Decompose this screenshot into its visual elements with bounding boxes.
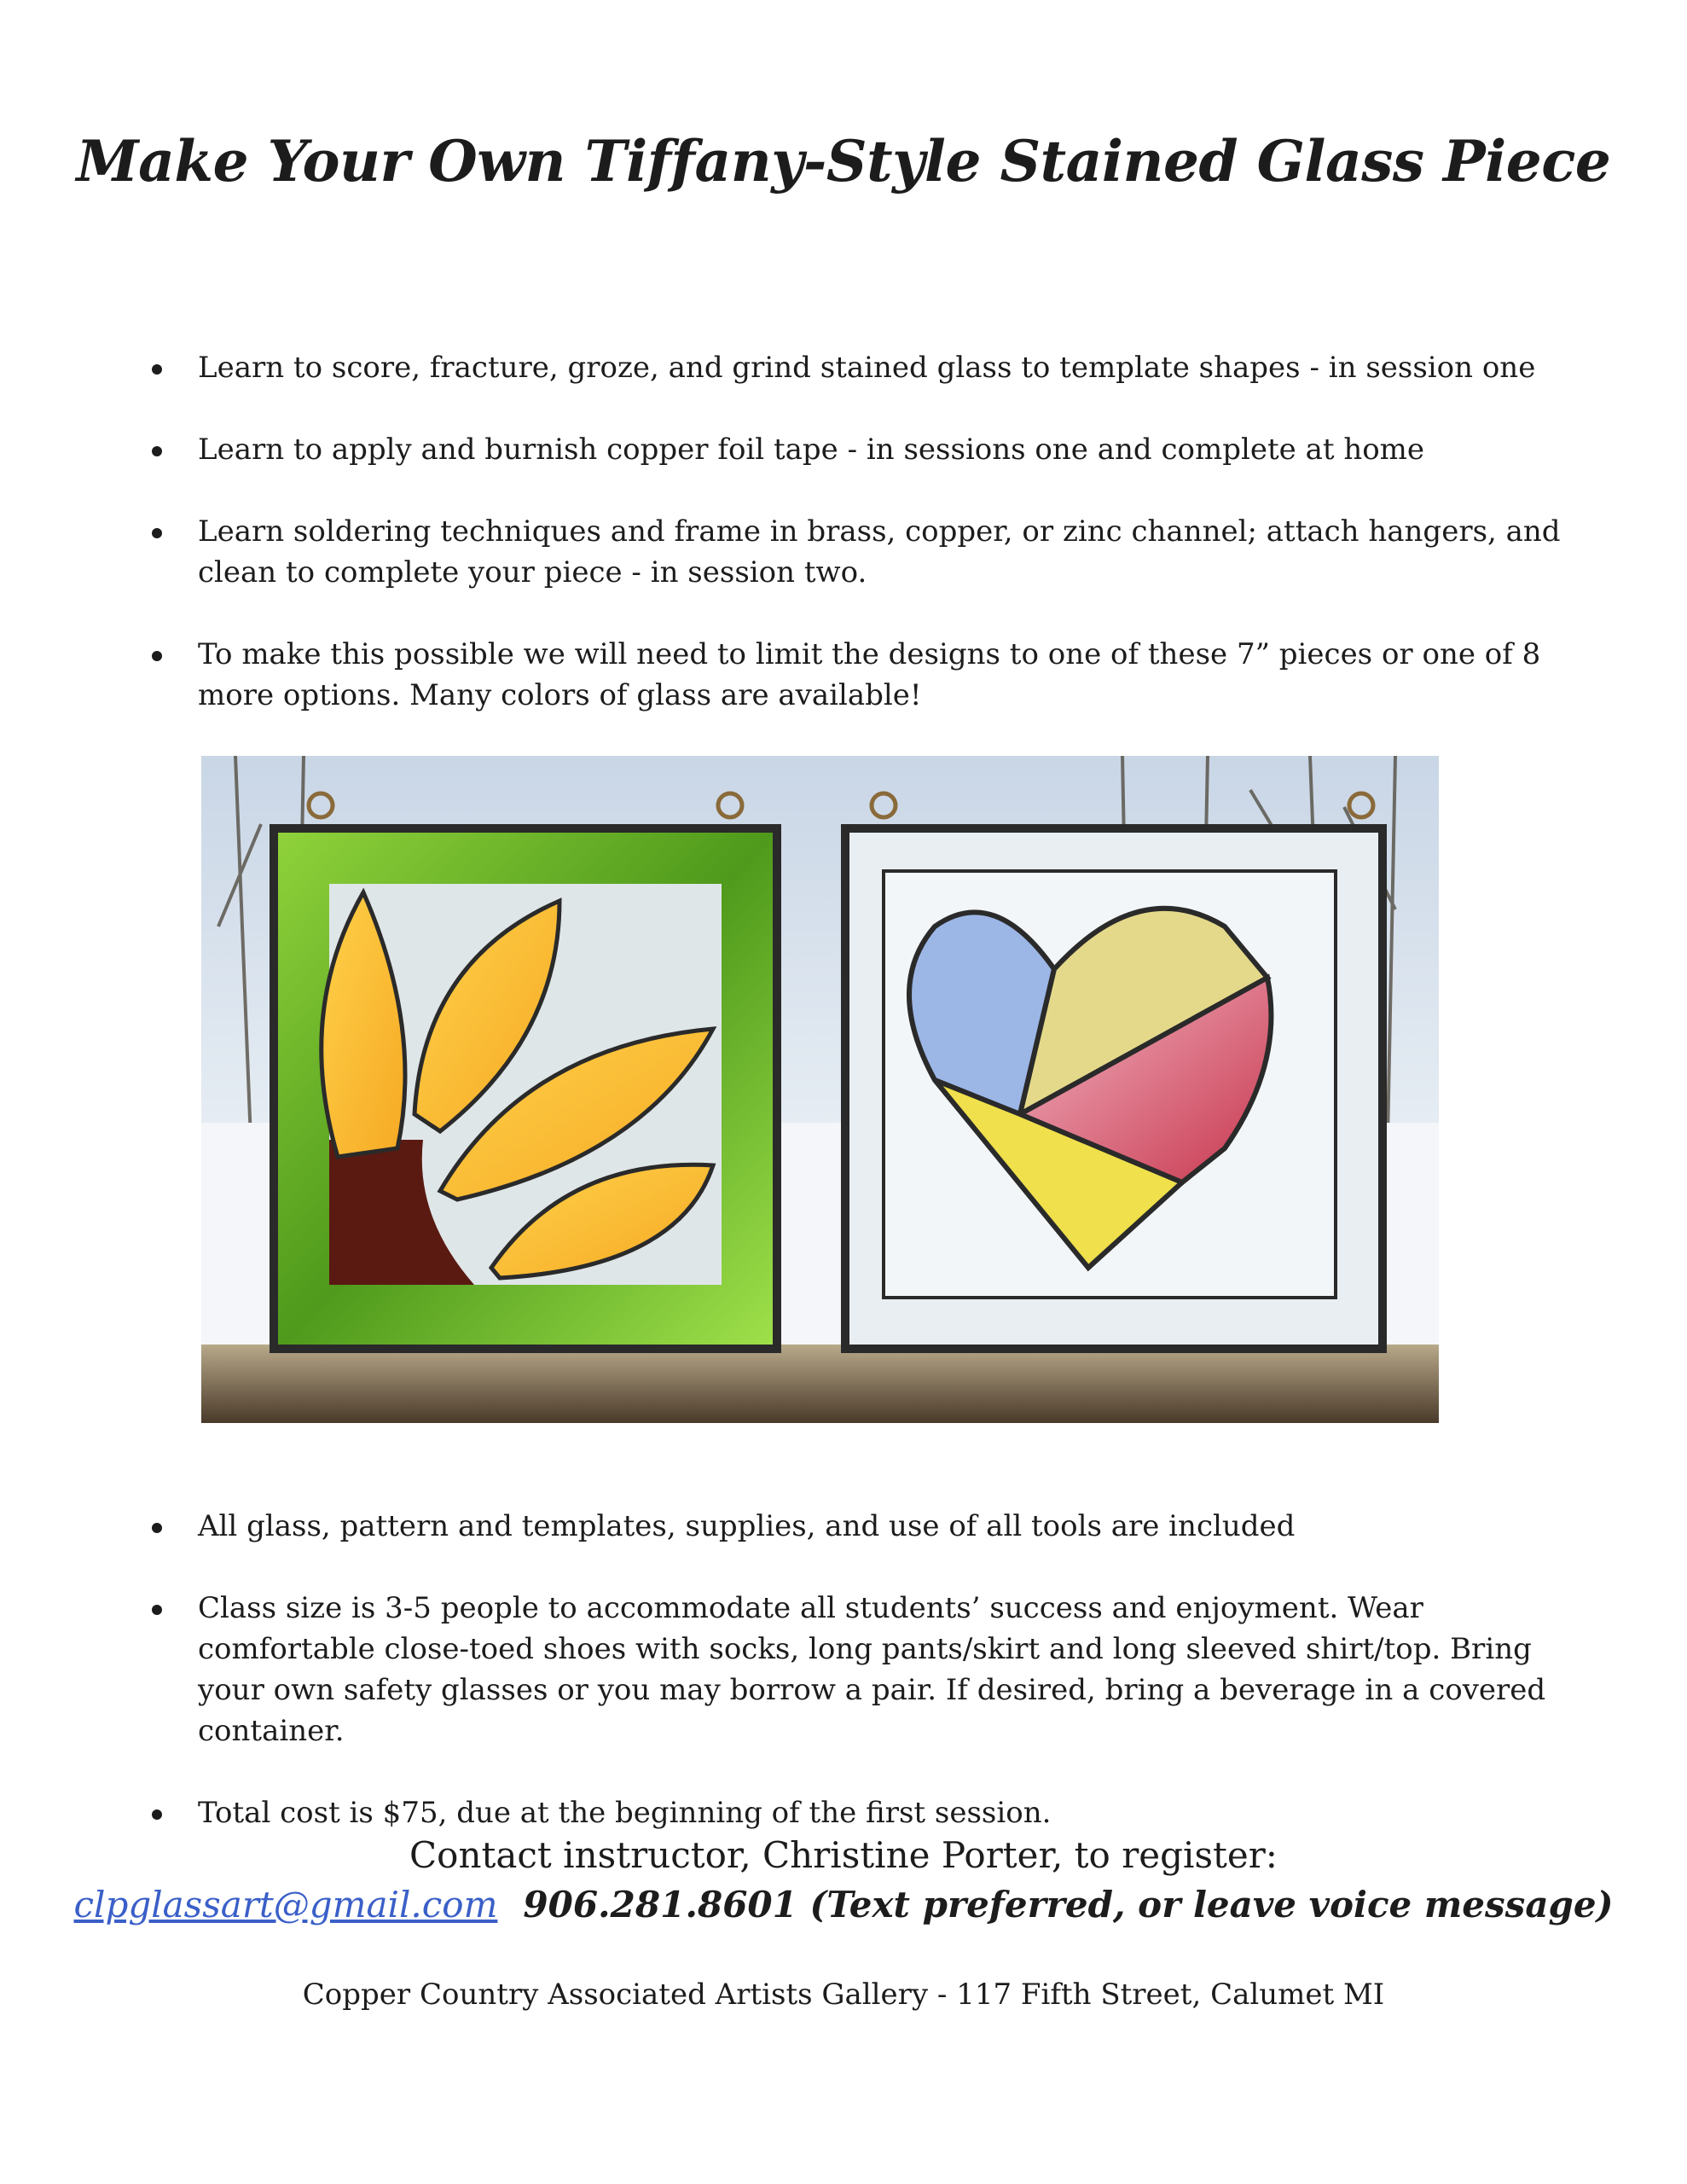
bullet-list-bottom	[145, 1506, 1595, 1874]
list-item	[145, 1588, 1595, 1751]
bullet-icon	[152, 1809, 162, 1820]
stained-glass-photo	[201, 756, 1439, 1423]
list-item	[145, 634, 1595, 716]
list-item-text: All glass, pattern and templates, supplies, and use of all tools are included	[198, 1509, 1296, 1543]
contact-line	[0, 1884, 1687, 1926]
contact-heading: Contact instructor, Christine Porter, to register:	[409, 1834, 1278, 1876]
list-item-text: Learn soldering techniques and frame in brass, copper, or zinc channel; attach hangers, and clean to complete your piece - in session two.	[198, 514, 1561, 590]
email-link[interactable]: clpglassart@gmail.com	[73, 1884, 498, 1926]
bullet-icon	[152, 1523, 162, 1533]
list-item	[145, 347, 1595, 388]
list-item	[145, 511, 1595, 593]
gallery-address: Copper Country Associated Artists Gallery - 117 Fifth Street, Calumet MI	[302, 1978, 1385, 2012]
bullet-icon	[152, 651, 162, 661]
list-item	[145, 429, 1595, 470]
bullet-icon	[152, 446, 162, 456]
list-item	[145, 1792, 1595, 1833]
bullet-icon	[152, 1605, 162, 1615]
list-item-text: To make this possible we will need to limit the designs to one of these 7” pieces or one of 8 more options. Many colors of glass are available!	[198, 637, 1541, 712]
list-item-text: Learn to apply and burnish copper foil tape - in sessions one and complete at home	[198, 433, 1425, 467]
bullet-icon	[152, 528, 162, 538]
bullet-list-top	[145, 347, 1595, 757]
list-item-text: Class size is 3-5 people to accommodate all students’ success and enjoyment. Wear comfortable close-toed shoes with socks, long pants/skirt and long sleeved shirt/top. Bring your own safety glasses or you may borrow a pair. If desired, bring a beverage in a covered container.	[198, 1591, 1546, 1748]
bullet-icon	[152, 364, 162, 375]
list-item-text: Learn to score, fracture, groze, and grind stained glass to template shapes - in session one	[198, 351, 1536, 385]
list-item-text: Total cost is $75, due at the beginning of the first session.	[198, 1796, 1052, 1830]
phone-number: 906.281.8601 (Text preferred, or leave voice message)	[523, 1884, 1614, 1926]
list-item	[145, 1506, 1595, 1547]
page-title: Make Your Own Tiffany-Style Stained Glass Piece	[76, 128, 1611, 195]
